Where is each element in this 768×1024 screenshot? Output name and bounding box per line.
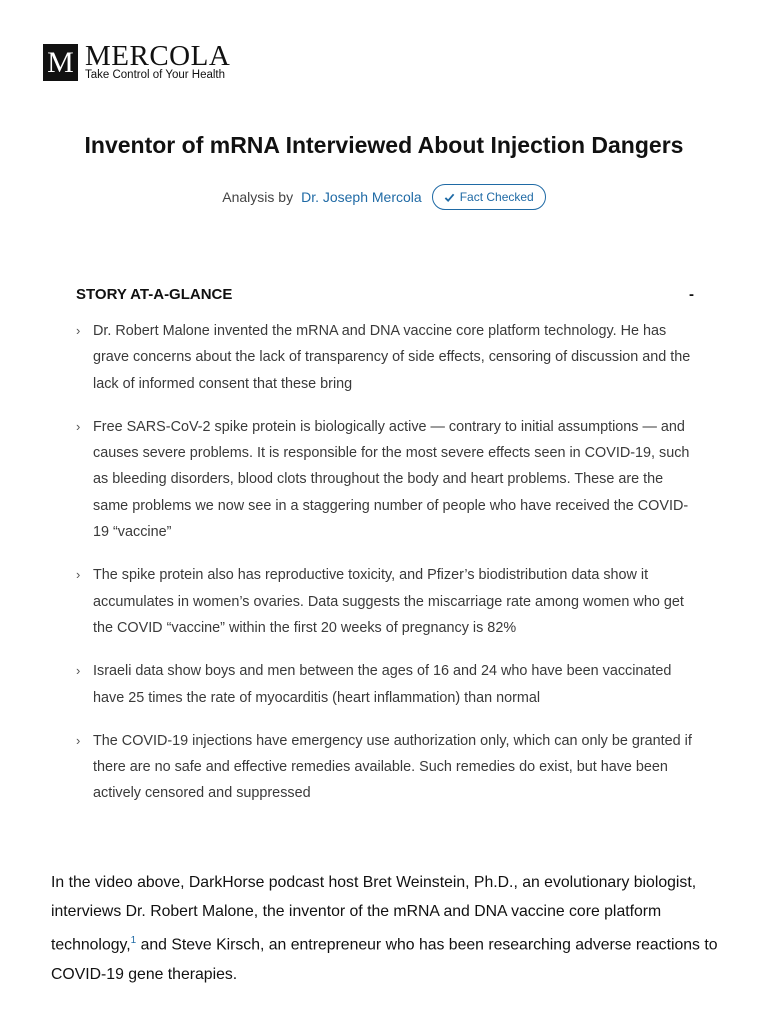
list-item-text: Dr. Robert Malone invented the mRNA and DNA vaccine core platform technology. He has grave concerns about the lack of transparency of side effects, censoring of discussion and the lack of informed consent that these bring — [93, 323, 691, 392]
list-item-text: Free SARS-CoV-2 spike protein is biologically active — contrary to initial assumptions — and causes severe problems. It is responsible for the most severe effects seen in COVID-19, such as bleeding disorders, blood clots throughout the body and heart problems. These are the same problems we now see in a staggering number of people who have received the COVID-19 “vaccine” — [93, 418, 690, 541]
list-item-text: The COVID-19 injections have emergency use authorization only, which can only be granted if there are no safe and effective remedies available. Such remedies do exist, but have been actively censored and suppressed — [93, 732, 692, 802]
article-title: Inventor of mRNA Interviewed About Injection Dangers — [84, 132, 684, 158]
list-item — [76, 318, 696, 397]
byline — [0, 184, 768, 210]
logo-wordmark: MERCOLA — [85, 40, 231, 72]
checkmark-icon — [444, 192, 455, 203]
article-paragraph — [51, 868, 721, 989]
glance-list — [76, 318, 696, 824]
glance-heading: STORY AT-A-GLANCE — [76, 286, 233, 303]
chevron-right-icon: › — [76, 567, 81, 583]
list-item — [76, 728, 696, 807]
list-item-text: Israeli data show boys and men between the ages of 16 and 24 who have been vaccinated have 25 times the rate of myocarditis (heart inflammation) than normal — [93, 663, 672, 706]
chevron-right-icon: › — [76, 732, 81, 748]
logo-tagline: Take Control of Your Health — [85, 69, 226, 81]
footnote-link[interactable]: 1 — [130, 935, 137, 947]
list-item — [76, 658, 696, 711]
fact-checked-label: Fact Checked — [459, 190, 534, 204]
fact-checked-badge[interactable] — [432, 184, 546, 210]
mercola-logo[interactable] — [43, 40, 243, 82]
list-item-text: The spike protein also has reproductive toxicity, and Pfizer’s biodistribution data show it accumulates in women’s ovaries. Data suggests the miscarriage rate among women who get the COVID “vaccine” within the first 20 weeks of pregnancy is 82% — [93, 567, 684, 636]
story-at-a-glance-header — [76, 286, 694, 303]
logo-monogram: M — [43, 44, 78, 81]
author-link[interactable]: Dr. Joseph Mercola — [301, 189, 422, 205]
paragraph-text-1: In the video above, DarkHorse podcast host Bret Weinstein, Ph.D., an evolutionary biologist, interviews Dr. Robert Malone, the inventor of the mRNA and DNA vaccine core platform technology, — [51, 874, 697, 954]
chevron-right-icon: › — [76, 323, 81, 338]
list-item — [76, 562, 696, 641]
paragraph-text-2: and Steve Kirsch, an entrepreneur who has been researching adverse reactions to COVID-19 gene therapies. — [51, 936, 718, 983]
chevron-right-icon: › — [76, 663, 81, 679]
glance-collapse-toggle[interactable]: - — [689, 286, 694, 303]
byline-prefix: Analysis by — [222, 189, 294, 205]
chevron-right-icon: › — [76, 418, 81, 434]
list-item — [76, 414, 696, 545]
